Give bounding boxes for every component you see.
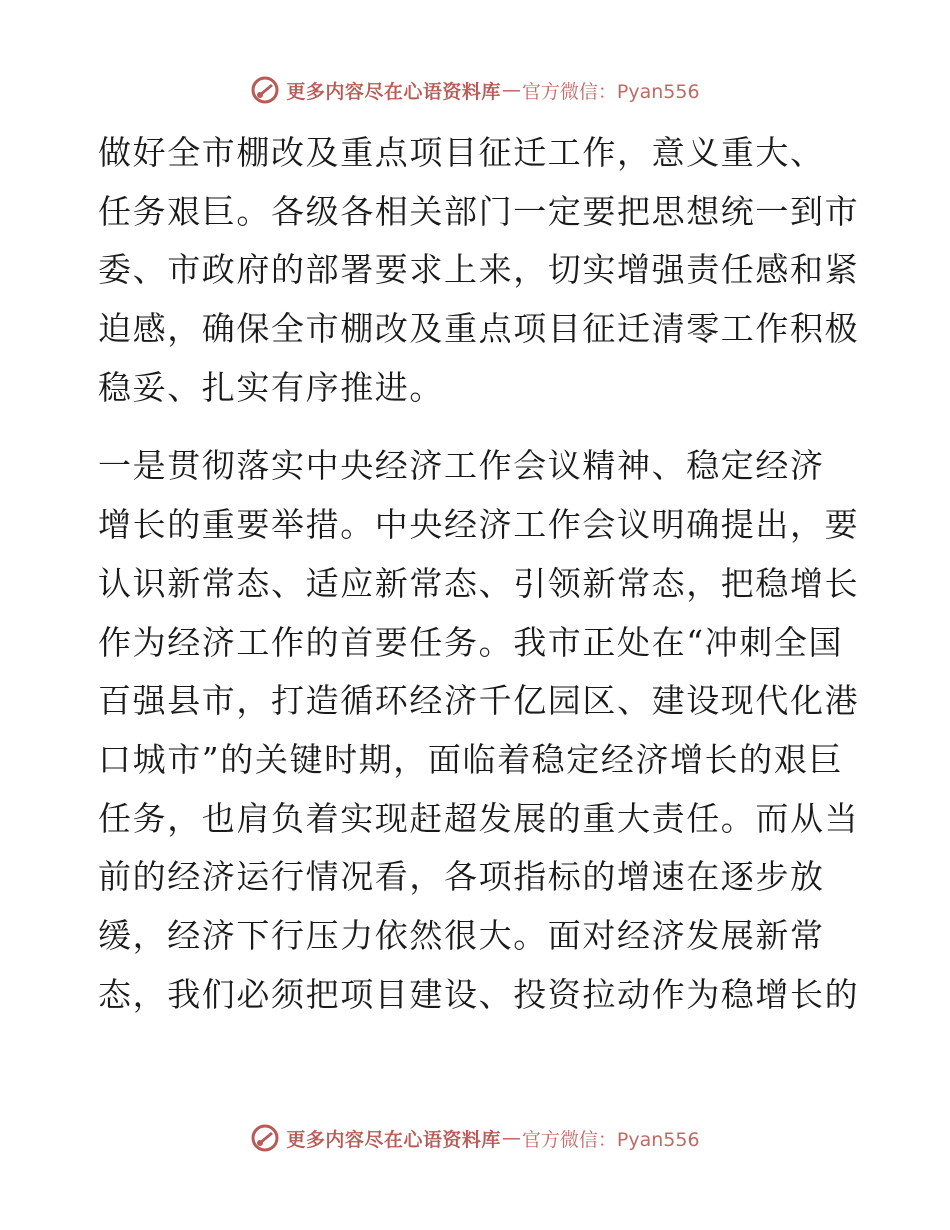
banner-wechat-text: 官方微信：Pyan556 <box>521 1128 700 1151</box>
text-line: 任务，也肩负着实现赶超发展的重大责任。而从当 <box>98 798 860 838</box>
text-line: 认识新常态、适应新常态、引领新常态，把稳增长 <box>98 563 860 603</box>
banner-separator: — <box>501 79 521 101</box>
text-line: 态，我们必须把项目建设、投资拉动作为稳增长的 <box>98 974 860 1014</box>
brand-logo-icon <box>250 1123 280 1153</box>
text-line: 一是贯彻落实中央经济工作会议精神、稳定经济 <box>98 446 825 486</box>
text-line: 作为经济工作的首要任务。我市正处在“冲刺全国 <box>98 622 844 662</box>
text-line: 百强县市，打造循环经济千亿园区、建设现代化港 <box>98 681 860 721</box>
text-line: 稳妥、扎实有序推进。 <box>98 367 444 407</box>
paragraph-1 <box>98 124 858 417</box>
footer-watermark-banner <box>0 1118 950 1158</box>
text-line: 缓，经济下行压力依然很大。面对经济发展新常 <box>98 915 825 955</box>
document-body <box>98 124 858 1024</box>
text-line: 做好全市棚改及重点项目征迁工作，意义重大、 <box>98 133 825 172</box>
text-line: 委、市政府的部署要求上来，切实增强责任感和紧 <box>98 250 860 290</box>
text-line: 任务艰巨。各级各相关部门一定要把思想统一到市 <box>98 191 860 231</box>
banner-wechat-text: 官方微信：Pyan556 <box>521 80 700 103</box>
text-line: 增长的重要举措。中央经济工作会议明确提出，要 <box>98 505 860 545</box>
text-line: 前的经济运行情况看，各项指标的增速在逐步放 <box>98 857 825 897</box>
header-watermark-banner <box>0 70 950 110</box>
banner-brand-text: 更多内容尽在心语资料库 <box>286 1128 501 1151</box>
banner-brand-text: 更多内容尽在心语资料库 <box>286 80 501 103</box>
text-line: 口城市”的关键时期，面临着稳定经济增长的艰巨 <box>98 739 844 779</box>
paragraph-2 <box>98 437 858 1024</box>
text-line: 迫感，确保全市棚改及重点项目征迁清零工作积极 <box>98 309 860 349</box>
banner-separator: — <box>501 1127 521 1149</box>
brand-logo-icon <box>250 75 280 105</box>
